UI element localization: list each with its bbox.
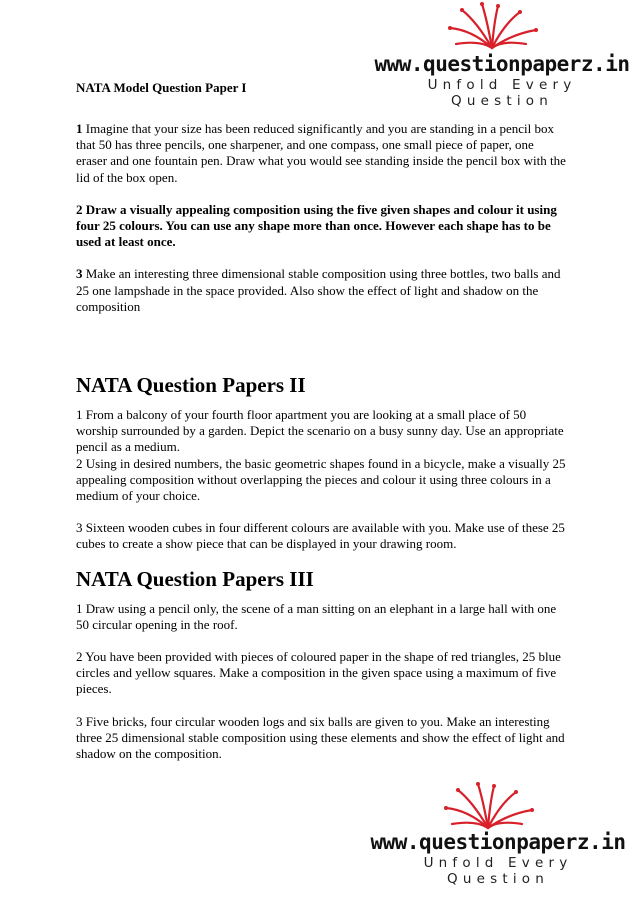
questionpaperz-logo-bottom <box>368 780 628 887</box>
section3-question-1: 1 Draw using a pencil only, the scene of a man sitting on an elephant in a large hall with one 50 circular opening in the roof. <box>76 600 557 632</box>
question-text: Imagine that your size has been reduced significantly and you are standing in a pencil box that 50 has three pencils, one sharpener, and one compass, one small piece of paper, one eraser and one fountain pen. Draw what you would see standing inside the pencil box with the lid of the box open. <box>76 121 566 185</box>
document-title: NATA Model Question Paper I <box>76 80 247 95</box>
logo-tagline: Unfold Every Question <box>423 855 573 887</box>
logo-url-text: www.questionpaperz.in <box>374 52 630 76</box>
section2-heading: NATA Question Papers II <box>76 373 306 398</box>
section2-question-1: 1 From a balcony of your fourth floor apartment you are looking at a small place of 50 worship surrounded by a garden. Depict the scenario on a busy sunny day. Use an appropriate pencil as a medium. <box>76 407 564 455</box>
logo-url-text: www.questionpaperz.in <box>370 830 626 854</box>
section3-question-3: 3 Five bricks, four circular wooden logs and six balls are given to you. Make an interesting three 25 dimensional stable composition using these elements and show the effect of light and shadow on the composition. <box>76 713 565 762</box>
firework-burst-icon <box>428 780 548 832</box>
section3-heading: NATA Question Papers III <box>76 566 314 591</box>
question-number: 1 <box>76 121 83 136</box>
firework-burst-icon <box>432 0 552 52</box>
logo-tagline: Unfold Every Question <box>427 77 577 109</box>
question-text: Make an interesting three dimensional stable composition using three bottles, two balls and 25 one lampshade in the space provided. Also show the effect of light and shadow on the composition <box>76 266 561 314</box>
section2-question-2: 2 Using in desired numbers, the basic geometric shapes found in a bicycle, make a visually 25 appealing composition without overlapping the pieces and colour it using three colours in a medium of your choice. <box>76 455 566 504</box>
section2-question-3: 3 Sixteen wooden cubes in four different colours are available with you. Make use of these 25 cubes to create a show piece that can be displayed in your drawing room. <box>76 520 565 552</box>
question-number: 3 <box>76 266 83 282</box>
section1-question-2: 2 Draw a visually appealing composition using the five given shapes and colour it using four 25 colours. You can use any shape more than once. However each shape has to be used at least once. <box>76 201 557 250</box>
section1-question-1 <box>76 121 566 186</box>
document-body <box>76 80 566 762</box>
section3-question-2: 2 You have been provided with pieces of coloured paper in the shape of red triangles, 25 blue circles and yellow squares. Make a composition in the given space using a maximum of five pieces. <box>76 649 561 697</box>
section1-question-3 <box>76 266 566 315</box>
